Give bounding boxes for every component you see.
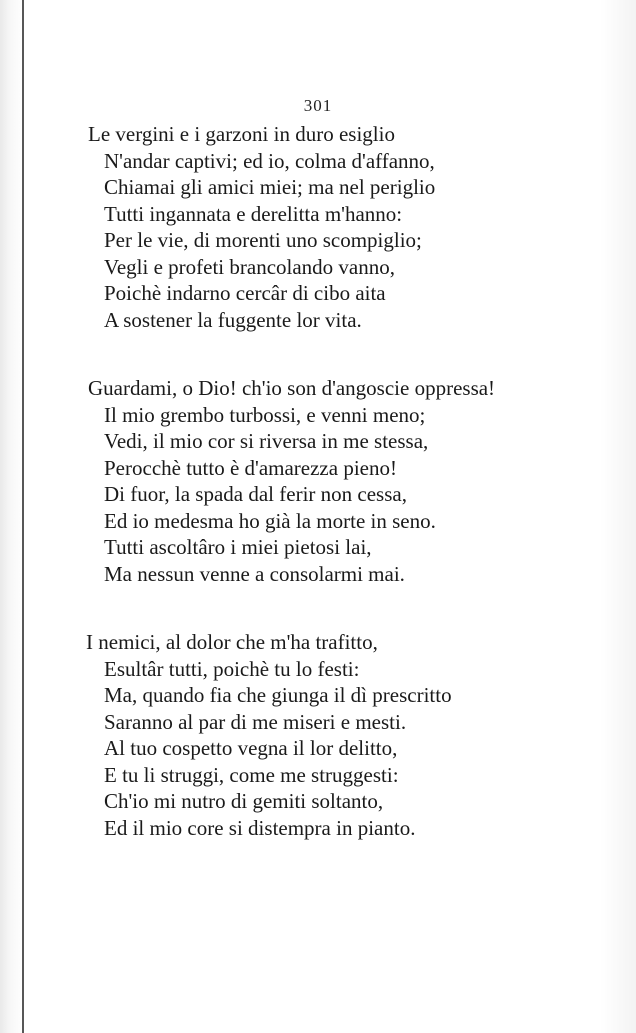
stanza-3 [0, 629, 636, 841]
verse-line: N'andar captivi; ed io, colma d'affanno, [104, 148, 435, 173]
verse-line: E tu li struggi, come me struggesti: [104, 762, 399, 787]
verse-line: Di fuor, la spada dal ferir non cessa, [104, 482, 407, 506]
verse-line: Esultâr tutti, poichè tu lo festi: [104, 656, 360, 681]
stanza-2 [0, 375, 636, 587]
verse-line: Tutti ingannata e derelitta m'hanno: [104, 201, 403, 226]
verse-line: Guardami, o Dio! ch'io son d'angoscie oppressa! [88, 376, 496, 400]
verse-line: Per le vie, di morenti uno scompiglio; [104, 228, 422, 252]
verse-line: Ch'io mi nutro di gemiti soltanto, [104, 789, 384, 813]
verse-line: Ma nessun venne a consolarmi mai. [104, 561, 405, 586]
verse-line: Poichè indarno cercâr di cibo aita [104, 281, 386, 305]
verse-line: Vedi, il mio cor si riversa in me stessa, [104, 429, 429, 453]
verse-line: Vegli e profeti brancolando vanno, [104, 254, 395, 279]
verse-line: Le vergini e i garzoni in duro esiglio [88, 122, 395, 146]
verse-line: Chiamai gli amici miei; ma nel periglio [104, 175, 436, 199]
stanza-1 [0, 121, 636, 333]
verse-line: Tutti ascoltâro i miei pietosi lai, [104, 535, 372, 559]
verse-line: Perocchè tutto è d'amarezza pieno! [104, 455, 397, 480]
verse-line: Ed io medesma ho già la morte in seno. [104, 508, 436, 533]
verse-line: Il mio grembo turbossi, e venni meno; [104, 402, 426, 427]
verse-line: Ma, quando fia che giunga il dì prescritto [104, 683, 452, 707]
verse-line: I nemici, al dolor che m'ha trafitto, [86, 630, 378, 654]
verse-line: Saranno al par di me miseri e mesti. [104, 709, 407, 734]
verse-line: Ed il mio core si distempra in pianto. [104, 815, 416, 840]
verse-line: A sostener la fuggente lor vita. [104, 307, 362, 332]
page-number: 301 [303, 96, 333, 115]
verse-line: Al tuo cospetto vegna il lor delitto, [104, 736, 398, 760]
